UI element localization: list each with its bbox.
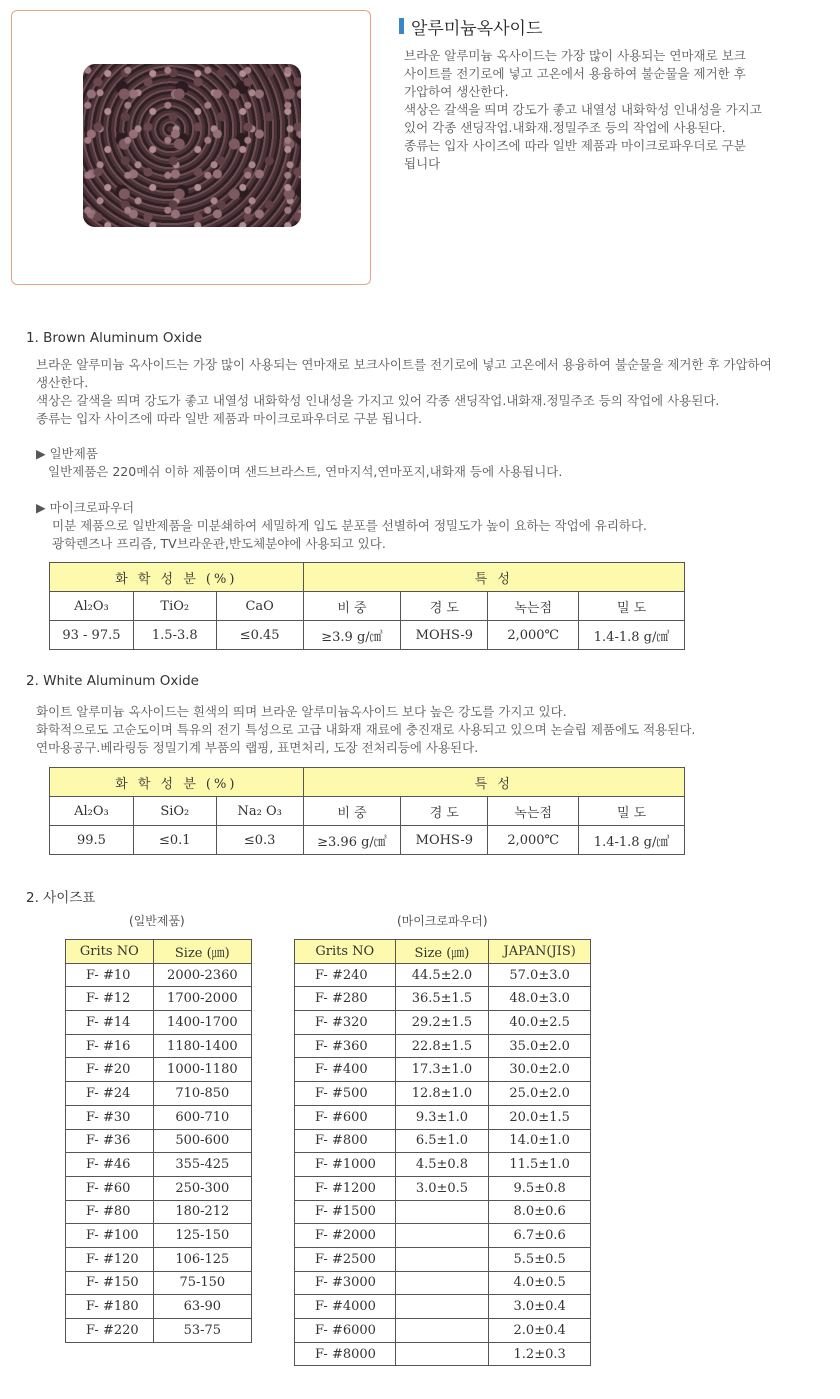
- size-cell: 710-850: [153, 1082, 251, 1106]
- col-header: 녹는점: [488, 592, 579, 621]
- table-row: [66, 1271, 252, 1295]
- general-caption: (일반제품): [129, 914, 185, 928]
- grit-cell: F- #2500: [295, 1247, 396, 1271]
- table-row: [295, 1200, 591, 1224]
- grit-cell: F- #120: [66, 1247, 154, 1271]
- table-row: [66, 1011, 252, 1035]
- grit-cell: F- #6000: [295, 1319, 396, 1343]
- size-cell: 35.0±2.0: [489, 1034, 591, 1058]
- table-row: [295, 1011, 591, 1035]
- table-row: [295, 1105, 591, 1129]
- table-row: [66, 1058, 252, 1082]
- value-cell: 93 - 97.5: [50, 621, 134, 650]
- size-cell: 1700-2000: [153, 987, 251, 1011]
- table-row: [295, 1224, 591, 1248]
- size-cell: 36.5±1.5: [395, 987, 489, 1011]
- grit-cell: F- #20: [66, 1058, 154, 1082]
- size-cell: 9.5±0.8: [489, 1176, 591, 1200]
- table-row: [295, 1247, 591, 1271]
- table-row: [295, 1153, 591, 1177]
- table-row: [66, 1247, 252, 1271]
- table-row: [66, 987, 252, 1011]
- col-header: CaO: [216, 592, 303, 621]
- table-row: [66, 1129, 252, 1153]
- table-row: [295, 1176, 591, 1200]
- grit-cell: F- #80: [66, 1200, 154, 1224]
- general-product-desc: 일반제품은 220메쉬 이하 제품이며 샌드브라스트, 연마지석,연마포지,내화재 등에 사용됩니다.: [48, 464, 563, 479]
- title-accent-bar: [399, 18, 404, 34]
- size-cell: 20.0±1.5: [489, 1105, 591, 1129]
- table-row: [66, 1295, 252, 1319]
- value-cell: ≥3.96 g/㎤: [303, 826, 401, 855]
- size-cell: [395, 1295, 489, 1319]
- table-row: [66, 1034, 252, 1058]
- value-cell: ≤0.1: [133, 826, 216, 855]
- grit-cell: F- #100: [66, 1224, 154, 1248]
- size-cell: 48.0±3.0: [489, 987, 591, 1011]
- grit-cell: F- #220: [66, 1319, 154, 1343]
- grit-cell: F- #180: [66, 1295, 154, 1319]
- col-header: TiO₂: [133, 592, 216, 621]
- value-cell: ≤0.45: [216, 621, 303, 650]
- size-cell: 2000-2360: [153, 963, 251, 987]
- size-cell: [395, 1224, 489, 1248]
- product-intro: 브라운 알루미늄 옥사이드는 가장 많이 사용되는 연마재로 보크 사이트를 전기로에 넣고 고온에서 용융하여 불순물을 제거한 후 가압하여 생산한다. 색상은 갈색을 띄며 강도가 좋고 내열성 내화학성 인내성을 가지고 있어 각종 샌딩작업.내화재.정밀주조 등의 작업에 사용된다. 종류는 입자 사이즈에 따라 일반 제품과 마이크로파우더로 구분 됩니다: [404, 48, 762, 171]
- size-cell: 57.0±3.0: [489, 963, 591, 987]
- table-row: [295, 1319, 591, 1343]
- value-cell: ≤0.3: [216, 826, 303, 855]
- value-cell: 99.5: [50, 826, 134, 855]
- table-row: [66, 1153, 252, 1177]
- size-cell: 2.0±0.4: [489, 1319, 591, 1343]
- grit-cell: F- #12: [66, 987, 154, 1011]
- size-cell: 6.5±1.0: [395, 1129, 489, 1153]
- value-cell: ≥3.9 g/㎤: [303, 621, 401, 650]
- size-cell: 22.8±1.5: [395, 1034, 489, 1058]
- general-size-table: [65, 939, 252, 1343]
- size-cell: [395, 1200, 489, 1224]
- grit-cell: F- #1000: [295, 1153, 396, 1177]
- prop-header: 특 성: [303, 768, 684, 797]
- size-cell: [395, 1247, 489, 1271]
- grit-cell: F- #400: [295, 1058, 396, 1082]
- brown-heading: 1. Brown Aluminum Oxide: [26, 330, 203, 346]
- table-row: [295, 1058, 591, 1082]
- size-cell: 44.5±2.0: [395, 963, 489, 987]
- col-header: 비 중: [303, 797, 401, 826]
- column-header: Size (㎛): [395, 940, 489, 964]
- grit-cell: F- #600: [295, 1105, 396, 1129]
- grit-cell: F- #4000: [295, 1295, 396, 1319]
- micro-powder-desc: 미분 제품으로 일반제품을 미분쇄하여 세밀하게 입도 분포를 선별하여 정밀도가 높이 요하는 작업에 유리하다. 광학렌즈나 프리즘, TV브라운관,반도체분야에 사용되고 있다.: [52, 518, 648, 551]
- size-cell: [395, 1342, 489, 1366]
- grit-cell: F- #240: [295, 963, 396, 987]
- value-cell: 1.4-1.8 g/㎤: [579, 621, 685, 650]
- table-row: [295, 1295, 591, 1319]
- prop-header: 특 성: [303, 563, 684, 592]
- size-cell: 4.5±0.8: [395, 1153, 489, 1177]
- size-cell: 17.3±1.0: [395, 1058, 489, 1082]
- grit-cell: F- #36: [66, 1129, 154, 1153]
- product-photo: [83, 64, 301, 227]
- value-cell: 1.4-1.8 g/㎤: [579, 826, 685, 855]
- size-cell: 12.8±1.0: [395, 1082, 489, 1106]
- general-product-title: ▶ 일반제품: [36, 446, 98, 461]
- grit-cell: F- #1200: [295, 1176, 396, 1200]
- column-header: Grits NO: [66, 940, 154, 964]
- size-cell: 125-150: [153, 1224, 251, 1248]
- grit-cell: F- #500: [295, 1082, 396, 1106]
- col-header: Al₂O₃: [50, 592, 134, 621]
- size-cell: 4.0±0.5: [489, 1271, 591, 1295]
- grit-cell: F- #10: [66, 963, 154, 987]
- size-cell: 355-425: [153, 1153, 251, 1177]
- white-spec-table: [49, 767, 685, 855]
- chem-header: 화 학 성 분 (%): [50, 768, 304, 797]
- grit-cell: F- #30: [66, 1105, 154, 1129]
- value-cell: MOHS-9: [401, 621, 488, 650]
- size-cell: 11.5±1.0: [489, 1153, 591, 1177]
- size-cell: 63-90: [153, 1295, 251, 1319]
- table-row: [66, 963, 252, 987]
- grit-cell: F- #150: [66, 1271, 154, 1295]
- micro-caption: (마이크로파우더): [397, 914, 488, 928]
- grit-cell: F- #46: [66, 1153, 154, 1177]
- size-cell: 40.0±2.5: [489, 1011, 591, 1035]
- size-cell: 1180-1400: [153, 1034, 251, 1058]
- size-cell: 3.0±0.5: [395, 1176, 489, 1200]
- size-cell: 6.7±0.6: [489, 1224, 591, 1248]
- table-row: [295, 963, 591, 987]
- col-header: 밀 도: [579, 592, 685, 621]
- size-cell: 500-600: [153, 1129, 251, 1153]
- grit-cell: F- #320: [295, 1011, 396, 1035]
- grit-cell: F- #280: [295, 987, 396, 1011]
- size-cell: 53-75: [153, 1319, 251, 1343]
- grit-cell: F- #800: [295, 1129, 396, 1153]
- size-cell: 600-710: [153, 1105, 251, 1129]
- brown-spec-table: [49, 562, 685, 650]
- table-row: [66, 1319, 252, 1343]
- grit-cell: F- #360: [295, 1034, 396, 1058]
- col-header: 경 도: [401, 592, 488, 621]
- size-cell: 1000-1180: [153, 1058, 251, 1082]
- size-cell: [395, 1319, 489, 1343]
- size-cell: 106-125: [153, 1247, 251, 1271]
- column-header: JAPAN(JIS): [489, 940, 591, 964]
- size-cell: 5.5±0.5: [489, 1247, 591, 1271]
- size-cell: 8.0±0.6: [489, 1200, 591, 1224]
- table-row: [66, 1200, 252, 1224]
- micro-size-table: [294, 939, 591, 1366]
- grit-cell: F- #8000: [295, 1342, 396, 1366]
- size-cell: 75-150: [153, 1271, 251, 1295]
- table-row: [295, 1271, 591, 1295]
- size-cell: 180-212: [153, 1200, 251, 1224]
- col-header: 녹는점: [488, 797, 579, 826]
- table-row: [295, 1082, 591, 1106]
- value-cell: MOHS-9: [401, 826, 488, 855]
- col-header: 비 중: [303, 592, 401, 621]
- table-row: [66, 1082, 252, 1106]
- table-row: [295, 1034, 591, 1058]
- grit-cell: F- #2000: [295, 1224, 396, 1248]
- table-row: [66, 1224, 252, 1248]
- size-cell: 3.0±0.4: [489, 1295, 591, 1319]
- size-heading: 2. 사이즈표: [26, 890, 96, 906]
- value-cell: 1.5-3.8: [133, 621, 216, 650]
- size-cell: 1.2±0.3: [489, 1342, 591, 1366]
- brown-description: 브라운 알루미늄 옥사이드는 가장 많이 사용되는 연마재로 보크사이트를 전기로에 넣고 고온에서 용융하여 불순물을 제거한 후 가압하여 생산한다. 색상은 갈색을 띄며 강도가 좋고 내열성 내화학성 인내성을 가지고 있어 각종 샌딩작업.내화재.정밀주조 등의 작업에 사용된다. 종류는 입자 사이즈에 따라 일반 제품과 마이크로파우더로 구분 됩니다.: [36, 357, 772, 426]
- white-heading: 2. White Aluminum Oxide: [26, 673, 199, 689]
- value-cell: 2,000℃: [488, 621, 579, 650]
- table-row: [295, 987, 591, 1011]
- col-header: 밀 도: [579, 797, 685, 826]
- grit-cell: F- #14: [66, 1011, 154, 1035]
- col-header: Al₂O₃: [50, 797, 134, 826]
- grit-cell: F- #24: [66, 1082, 154, 1106]
- product-title: 알루미늄옥사이드: [411, 19, 543, 39]
- column-header: Size (㎛): [153, 940, 251, 964]
- chem-header: 화 학 성 분 (%): [50, 563, 304, 592]
- white-description: 화이트 알루미늄 옥사이드는 흰색의 띄며 브라운 알루미늄옥사이드 보다 높은 강도를 가지고 있다. 화학적으로도 고순도이며 특유의 전기 특성으로 고급 내화재 재료에 충진재로 사용되고 있으며 논슬립 제품에도 적용된다. 연마용공구.베라링등 정밀기계 부품의 랩핑, 표면처리, 도장 전처리등에 사용된다.: [36, 704, 696, 755]
- micro-powder-title: ▶ 마이크로파우더: [36, 500, 135, 515]
- column-header: Grits NO: [295, 940, 396, 964]
- size-cell: 14.0±1.0: [489, 1129, 591, 1153]
- value-cell: 2,000℃: [488, 826, 579, 855]
- size-cell: 250-300: [153, 1176, 251, 1200]
- table-row: [66, 1105, 252, 1129]
- grit-cell: F- #16: [66, 1034, 154, 1058]
- grit-cell: F- #3000: [295, 1271, 396, 1295]
- size-cell: 1400-1700: [153, 1011, 251, 1035]
- size-cell: 30.0±2.0: [489, 1058, 591, 1082]
- size-cell: 9.3±1.0: [395, 1105, 489, 1129]
- grit-cell: F- #60: [66, 1176, 154, 1200]
- size-cell: 25.0±2.0: [489, 1082, 591, 1106]
- col-header: SiO₂: [133, 797, 216, 826]
- table-row: [295, 1129, 591, 1153]
- col-header: 경 도: [401, 797, 488, 826]
- size-cell: 29.2±1.5: [395, 1011, 489, 1035]
- grit-cell: F- #1500: [295, 1200, 396, 1224]
- table-row: [66, 1176, 252, 1200]
- size-cell: [395, 1271, 489, 1295]
- col-header: Na₂ O₃: [216, 797, 303, 826]
- table-row: [295, 1342, 591, 1366]
